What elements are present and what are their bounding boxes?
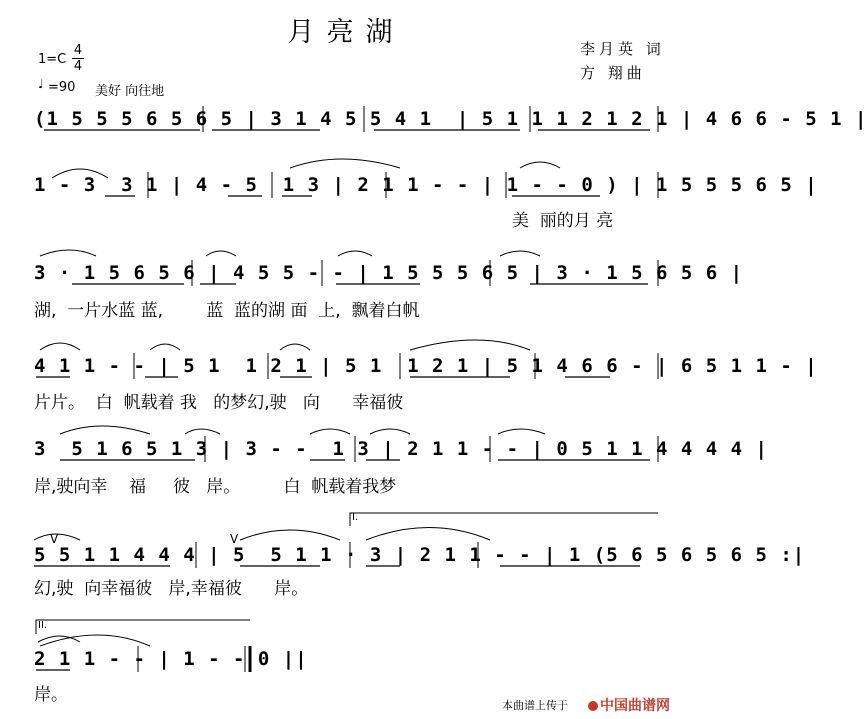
quarter-note-icon: ♩	[38, 77, 44, 91]
lyric-row-4: 片片。 白 帆载着 我 的梦幻,驶 向 幸福彼	[34, 393, 404, 413]
second-ending-label: II.	[38, 620, 48, 631]
notation-row-6: 5 5 1 1 4 4 4 | 5 5 1 1 · 3 | 2 1 1 - - | 1 (5 6 5 6 5 6 5 :|	[34, 544, 806, 566]
notation-row-2: 1 - 3 3 1 | 4 - 5 1 3 | 2 1 1 - - | 1 - - 0 ) | 1 5 5 5 6 5 |	[34, 174, 818, 196]
breath-mark-2: V	[230, 532, 239, 546]
lyric-row-3: 湖, 一片水蓝 蓝, 蓝 蓝的湖 面 上, 飘着白帆	[34, 301, 420, 321]
page-title: 月亮湖	[287, 17, 405, 48]
key-signature: 1=C	[38, 52, 67, 67]
footer-upload-text: 本曲谱上传于	[502, 699, 568, 712]
notation-row-4: 4 1 1 - - | 5 1 1 2 1 | 5 1 1 2 1 | 5 1 4 6 6 - | 6 5 1 1 - |	[34, 355, 818, 377]
logo-icon	[588, 701, 598, 711]
meter-top: 4	[73, 43, 83, 58]
breath-mark-1: V	[50, 532, 59, 546]
site-logo	[588, 695, 670, 715]
tempo-expression: 美好 向往地	[95, 84, 165, 99]
notation-row-3: 3 · 1 5 6 5 6 | 4 5 5 - - | 1 5 5 5 6 5 | 3 · 1 5 6 5 6 |	[34, 262, 744, 284]
logo-text: 中国曲谱网	[600, 698, 670, 714]
meter-bottom: 4	[73, 59, 83, 74]
tempo-value: =90	[48, 80, 76, 95]
notation-row-5: 3 5 1 6 5 1 3 | 3 - - 1 3 | 2 1 1 - - | 0 5 1 1 4 4 4 4 |	[34, 438, 768, 460]
composer-credit: 方 翔曲	[580, 64, 646, 82]
lyricist-credit: 李月英 词	[580, 40, 665, 58]
lyric-row-5: 岸,驶向幸 福 彼 岸。 白 帆载着我梦	[34, 477, 397, 497]
lyric-row-7: 岸。	[34, 685, 68, 705]
first-ending-label: I.	[352, 512, 359, 523]
notation-row-1: (1 5 5 5 6 5 6 5 | 3 1 4 5 5 4 1 | 5 1 1 1 2 1 2 1 | 4 6 6 - 5 1 |	[34, 108, 867, 130]
lyric-row-6: 幻,驶 向幸福彼 岸,幸福彼 岸。	[34, 579, 309, 599]
lyric-row-2: 美 丽的月 亮	[512, 211, 614, 231]
notation-row-7: 2 1 1 - - | 1 - - 0 ||	[34, 648, 308, 670]
